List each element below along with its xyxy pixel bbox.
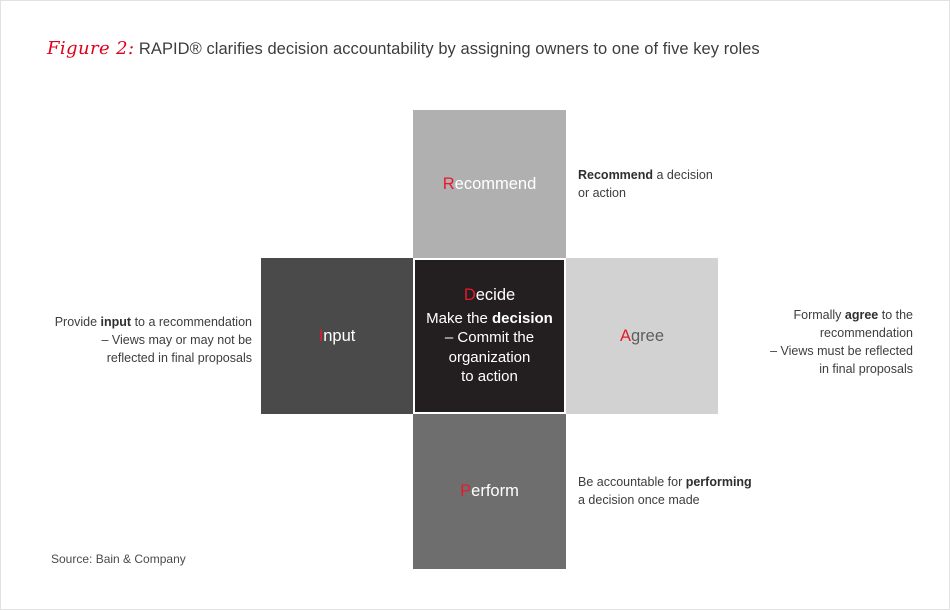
callout-input-line3: reflected in final proposals [106,351,252,366]
callout-perform [578,473,828,509]
callout-perform-bold: performing [685,475,752,489]
cell-decide-initial: D [463,286,476,305]
cell-input [261,258,413,414]
cell-input-rest: nput [323,326,356,345]
cell-decide [413,258,566,414]
cell-perform-label [460,481,519,501]
cell-decide-label [464,286,515,305]
callout-perform-line2: a decision once made [578,493,700,508]
callout-agree-line4: in final proposals [819,362,913,377]
cell-recommend-initial: R [442,174,455,193]
decide-line1-plain: Make the [426,310,492,328]
callout-input-line2: – Views may or may not be [101,333,252,348]
cell-perform-initial: P [460,482,472,501]
cell-agree-label [620,326,664,346]
cell-recommend-rest: ecommend [454,174,537,193]
callout-recommend-bold: Recommend [578,168,654,182]
callout-input-post: to a recommendation [131,315,252,329]
cell-decide-rest: ecide [475,286,516,305]
cell-recommend-label [443,174,537,194]
callout-agree-bold: agree [844,308,879,322]
callout-input-bold: input [100,315,132,329]
cell-agree-initial: A [619,326,631,345]
source-note: Source: Bain & Company [51,552,186,566]
cell-perform [413,414,566,569]
cell-input-initial: I [318,326,324,345]
cell-input-label [319,326,356,346]
figure-number-label: Figure 2: [47,38,135,59]
figure-title-row [47,38,907,59]
callout-recommend [578,166,808,202]
decide-line1-bold: decision [492,310,553,328]
callout-agree-post: to the [878,308,913,322]
cell-decide-detail [426,309,553,386]
cell-agree [566,258,718,414]
page-title: RAPID® clarifies decision accountability by assigning owners to one of five key roles [138,40,760,58]
decide-line3: organization [448,348,531,366]
decide-line4: to action [461,367,518,385]
callout-recommend-line2: or action [578,186,626,201]
callout-agree [731,306,913,379]
decide-line2: – Commit the [444,329,535,347]
callout-agree-line2: recommendation [819,326,913,341]
callout-recommend-post: a decision [653,168,713,182]
callout-perform-pre: Be accountable for [578,475,686,489]
callout-agree-line3: – Views must be reflected [770,344,913,359]
callout-input-pre: Provide [54,315,101,329]
cell-perform-rest: erform [471,482,519,501]
cell-agree-rest: gree [630,326,665,345]
cell-recommend [413,110,566,258]
callout-agree-pre: Formally [793,308,845,322]
callout-input [38,313,252,367]
